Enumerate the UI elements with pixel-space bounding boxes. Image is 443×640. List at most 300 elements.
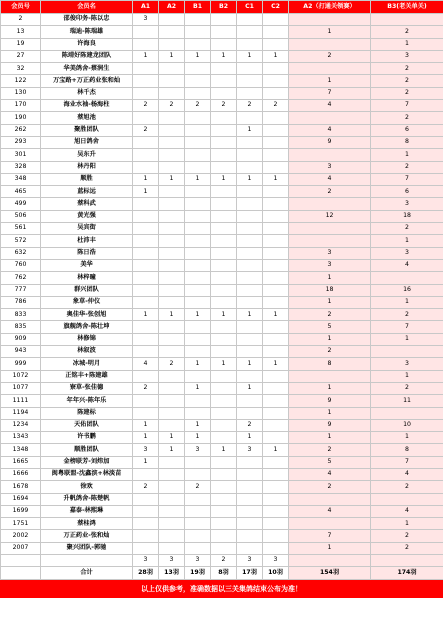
count-cell <box>185 456 211 468</box>
count-cell: 154羽 <box>289 567 371 579</box>
member-id-cell <box>1 555 41 567</box>
member-id-cell: 1665 <box>1 456 41 468</box>
count-cell <box>133 370 159 382</box>
count-cell: 1 <box>289 272 371 284</box>
count-cell <box>211 75 237 87</box>
count-cell <box>263 382 289 394</box>
table-row <box>1 493 443 505</box>
count-cell <box>211 481 237 493</box>
count-cell <box>133 395 159 407</box>
count-cell: 7 <box>371 100 443 112</box>
count-cell <box>263 419 289 431</box>
table-row <box>1 112 443 124</box>
count-cell <box>159 481 185 493</box>
count-cell <box>133 530 159 542</box>
count-cell <box>263 223 289 235</box>
member-id-cell: 170 <box>1 100 41 112</box>
count-cell: 2 <box>159 358 185 370</box>
count-cell <box>185 223 211 235</box>
table-row <box>1 358 443 370</box>
count-cell <box>211 456 237 468</box>
count-cell <box>133 63 159 75</box>
count-cell: 1 <box>159 50 185 62</box>
count-cell <box>159 346 185 358</box>
count-cell <box>159 136 185 148</box>
count-cell: 2 <box>371 223 443 235</box>
count-cell <box>211 87 237 99</box>
count-cell <box>371 407 443 419</box>
count-cell <box>185 505 211 517</box>
count-cell <box>185 407 211 419</box>
count-cell <box>159 542 185 554</box>
member-name-cell: 陈靖好陈建龙团队 <box>41 50 133 62</box>
count-cell: 1 <box>263 444 289 456</box>
count-cell <box>211 136 237 148</box>
count-cell <box>133 493 159 505</box>
count-cell <box>159 370 185 382</box>
count-cell <box>185 284 211 296</box>
count-cell: 3 <box>371 247 443 259</box>
member-id-cell: 293 <box>1 136 41 148</box>
member-name-cell: 林丹阳 <box>41 161 133 173</box>
column-header: A1 <box>133 1 159 14</box>
count-cell <box>263 63 289 75</box>
count-cell <box>159 468 185 480</box>
count-cell <box>133 136 159 148</box>
count-cell: 3 <box>371 358 443 370</box>
count-cell <box>237 186 263 198</box>
table-row <box>1 223 443 235</box>
count-cell <box>237 26 263 38</box>
count-cell <box>263 26 289 38</box>
total-row <box>1 567 443 579</box>
count-cell <box>159 296 185 308</box>
count-cell <box>211 14 237 26</box>
member-name-cell: 顺胜团队 <box>41 444 133 456</box>
table-row <box>1 124 443 136</box>
count-cell <box>211 346 237 358</box>
member-name-cell: 万宝路+万正药业张和灿 <box>41 75 133 87</box>
count-cell <box>263 542 289 554</box>
column-header: 会员名 <box>41 1 133 14</box>
count-cell: 1 <box>211 50 237 62</box>
count-cell <box>237 407 263 419</box>
count-cell: 2 <box>289 186 371 198</box>
count-cell <box>211 382 237 394</box>
count-cell: 3 <box>289 259 371 271</box>
count-cell <box>185 124 211 136</box>
member-name-cell: 顺胜 <box>41 173 133 185</box>
table-row <box>1 161 443 173</box>
count-cell: 1 <box>263 50 289 62</box>
count-cell <box>185 161 211 173</box>
count-cell: 4 <box>371 505 443 517</box>
count-cell: 9 <box>289 136 371 148</box>
count-cell <box>263 124 289 136</box>
count-cell <box>289 493 371 505</box>
count-cell: 1 <box>289 75 371 87</box>
count-cell <box>185 321 211 333</box>
count-cell: 6 <box>371 124 443 136</box>
count-cell <box>159 124 185 136</box>
member-name-cell: 蔡科武 <box>41 198 133 210</box>
member-name-cell: 天佑团队 <box>41 419 133 431</box>
count-cell <box>185 259 211 271</box>
table-row <box>1 346 443 358</box>
count-cell: 1 <box>237 309 263 321</box>
count-cell: 17羽 <box>237 567 263 579</box>
count-cell: 1 <box>371 149 443 161</box>
table-row <box>1 38 443 50</box>
count-cell: 1 <box>371 432 443 444</box>
table-row <box>1 272 443 284</box>
table-body <box>1 14 443 580</box>
table-row <box>1 173 443 185</box>
member-name-cell <box>41 555 133 567</box>
count-cell: 3 <box>133 555 159 567</box>
table-row <box>1 210 443 222</box>
count-cell: 2 <box>133 481 159 493</box>
member-id-cell: 1694 <box>1 493 41 505</box>
count-cell: 18 <box>371 210 443 222</box>
count-cell <box>159 419 185 431</box>
count-cell <box>211 186 237 198</box>
count-cell <box>211 272 237 284</box>
count-cell <box>159 395 185 407</box>
table-row <box>1 75 443 87</box>
count-cell <box>159 223 185 235</box>
count-cell: 3 <box>133 444 159 456</box>
member-id-cell: 835 <box>1 321 41 333</box>
count-cell <box>185 198 211 210</box>
count-cell <box>133 223 159 235</box>
member-name-cell: 杜沛丰 <box>41 235 133 247</box>
count-cell <box>289 518 371 530</box>
count-cell: 5 <box>289 456 371 468</box>
count-cell <box>211 63 237 75</box>
count-cell <box>263 346 289 358</box>
count-cell <box>211 149 237 161</box>
count-cell: 3 <box>159 555 185 567</box>
member-id-cell: 27 <box>1 50 41 62</box>
count-cell <box>185 346 211 358</box>
count-cell <box>185 186 211 198</box>
count-cell <box>263 149 289 161</box>
count-cell <box>133 333 159 345</box>
member-id-cell: 777 <box>1 284 41 296</box>
count-cell <box>133 87 159 99</box>
count-cell: 1 <box>371 235 443 247</box>
count-cell <box>237 333 263 345</box>
member-name-cell: 黄光强 <box>41 210 133 222</box>
count-cell: 1 <box>133 173 159 185</box>
count-cell: 1 <box>237 382 263 394</box>
table-row <box>1 100 443 112</box>
count-cell <box>211 432 237 444</box>
count-cell <box>133 112 159 124</box>
count-cell <box>263 530 289 542</box>
member-id-cell: 13 <box>1 26 41 38</box>
count-cell <box>211 259 237 271</box>
count-cell: 2 <box>371 63 443 75</box>
count-cell: 4 <box>289 100 371 112</box>
count-cell: 1 <box>263 173 289 185</box>
count-cell <box>159 407 185 419</box>
table-row <box>1 284 443 296</box>
count-cell <box>289 38 371 50</box>
member-id-cell: 122 <box>1 75 41 87</box>
count-cell <box>371 493 443 505</box>
count-cell: 1 <box>371 370 443 382</box>
member-id-cell: 999 <box>1 358 41 370</box>
member-name-cell: 许书鹏 <box>41 432 133 444</box>
member-id-cell: 1077 <box>1 382 41 394</box>
count-cell: 8羽 <box>211 567 237 579</box>
count-cell <box>263 407 289 419</box>
count-cell: 1 <box>289 26 371 38</box>
count-cell: 1 <box>133 186 159 198</box>
count-cell <box>211 112 237 124</box>
member-name-cell: 聚兴团队-郭驰 <box>41 542 133 554</box>
count-cell <box>133 468 159 480</box>
count-cell <box>185 149 211 161</box>
member-id-cell: 632 <box>1 247 41 259</box>
count-cell <box>133 198 159 210</box>
count-cell <box>133 542 159 554</box>
count-cell <box>211 395 237 407</box>
count-cell: 3 <box>237 555 263 567</box>
member-id-cell: 572 <box>1 235 41 247</box>
column-header: B2 <box>211 1 237 14</box>
count-cell <box>159 235 185 247</box>
count-cell <box>159 38 185 50</box>
count-cell <box>263 198 289 210</box>
count-cell: 3 <box>133 14 159 26</box>
count-cell <box>263 370 289 382</box>
count-cell: 3 <box>371 50 443 62</box>
count-cell <box>263 112 289 124</box>
count-cell <box>159 14 185 26</box>
count-cell: 1 <box>371 296 443 308</box>
count-cell <box>133 272 159 284</box>
count-cell <box>185 14 211 26</box>
count-cell: 2 <box>211 100 237 112</box>
count-cell <box>133 161 159 173</box>
count-cell: 1 <box>185 382 211 394</box>
table-row <box>1 395 443 407</box>
member-id-cell: 2 <box>1 14 41 26</box>
count-cell: 7 <box>289 530 371 542</box>
member-name-cell: 美华 <box>41 259 133 271</box>
count-cell: 2 <box>133 382 159 394</box>
count-cell: 2 <box>371 309 443 321</box>
count-cell: 1 <box>185 50 211 62</box>
count-cell <box>185 296 211 308</box>
count-cell <box>237 481 263 493</box>
count-cell: 1 <box>159 309 185 321</box>
count-cell <box>211 223 237 235</box>
count-cell: 8 <box>289 358 371 370</box>
count-cell <box>211 518 237 530</box>
count-cell: 2 <box>289 444 371 456</box>
count-cell <box>185 272 211 284</box>
count-cell <box>185 542 211 554</box>
count-cell: 1 <box>371 38 443 50</box>
count-cell: 28羽 <box>133 567 159 579</box>
count-cell <box>133 321 159 333</box>
member-id-cell: 1699 <box>1 505 41 517</box>
member-name-cell: 升帆鸽舍-陈楚帆 <box>41 493 133 505</box>
member-id-cell: 348 <box>1 173 41 185</box>
count-cell <box>289 223 371 235</box>
count-cell: 16 <box>371 284 443 296</box>
table-row <box>1 382 443 394</box>
count-cell <box>263 14 289 26</box>
header-row <box>1 1 443 14</box>
count-cell: 6 <box>371 186 443 198</box>
member-name-cell: 旗舰鸽舍-陈壮坤 <box>41 321 133 333</box>
count-cell <box>185 333 211 345</box>
count-cell <box>185 518 211 530</box>
member-name-cell: 象草-仲仪 <box>41 296 133 308</box>
count-cell: 1 <box>133 456 159 468</box>
column-header: B3(老关单关) <box>371 1 443 14</box>
table-row <box>1 235 443 247</box>
count-cell <box>237 321 263 333</box>
table-row <box>1 530 443 542</box>
count-cell: 10羽 <box>263 567 289 579</box>
table-row <box>1 149 443 161</box>
count-cell <box>185 370 211 382</box>
member-id-cell: 130 <box>1 87 41 99</box>
count-cell <box>211 284 237 296</box>
count-cell <box>237 235 263 247</box>
count-cell <box>237 210 263 222</box>
count-cell <box>237 161 263 173</box>
member-id-cell: 19 <box>1 38 41 50</box>
count-cell: 3 <box>263 555 289 567</box>
table-row <box>1 432 443 444</box>
footer-note: 以上仅供参考，准确数据以三关集鸽结束公布为准！ <box>0 580 443 598</box>
count-cell: 1 <box>133 432 159 444</box>
table-row <box>1 407 443 419</box>
count-cell: 1 <box>159 173 185 185</box>
count-cell: 2 <box>263 100 289 112</box>
subtotal-row <box>1 555 443 567</box>
count-cell: 1 <box>185 432 211 444</box>
member-name-cell: 年年兴-陈年乐 <box>41 395 133 407</box>
count-cell <box>289 198 371 210</box>
member-name-cell: 林叙波 <box>41 346 133 358</box>
count-cell: 2 <box>371 26 443 38</box>
count-cell: 2 <box>211 555 237 567</box>
count-cell <box>133 407 159 419</box>
table-row <box>1 468 443 480</box>
count-cell <box>211 198 237 210</box>
count-cell: 2 <box>185 481 211 493</box>
count-cell: 1 <box>289 407 371 419</box>
count-cell <box>263 38 289 50</box>
count-cell <box>263 247 289 259</box>
count-cell: 1 <box>185 358 211 370</box>
count-cell: 2 <box>371 481 443 493</box>
table-row <box>1 14 443 26</box>
member-name-cell: 许海良 <box>41 38 133 50</box>
member-name-cell: 吴宾街 <box>41 223 133 235</box>
count-cell: 2 <box>371 382 443 394</box>
count-cell: 2 <box>185 100 211 112</box>
count-cell <box>133 210 159 222</box>
count-cell: 1 <box>289 382 371 394</box>
count-cell <box>211 38 237 50</box>
count-cell <box>371 272 443 284</box>
count-cell <box>237 14 263 26</box>
member-id-cell: 465 <box>1 186 41 198</box>
count-cell <box>133 26 159 38</box>
member-name-cell: 徐欢 <box>41 481 133 493</box>
count-cell <box>159 493 185 505</box>
count-cell <box>211 210 237 222</box>
member-id-cell: 1343 <box>1 432 41 444</box>
count-cell <box>133 75 159 87</box>
count-cell <box>133 346 159 358</box>
count-cell: 7 <box>371 321 443 333</box>
count-cell <box>211 370 237 382</box>
count-cell <box>133 259 159 271</box>
count-cell <box>263 395 289 407</box>
count-cell: 11 <box>371 395 443 407</box>
member-name-cell: 闽粤联盟-沈鑫滨+林淡苗 <box>41 468 133 480</box>
member-name-cell: 林梓曈 <box>41 272 133 284</box>
count-cell <box>159 75 185 87</box>
count-cell <box>289 235 371 247</box>
count-cell: 1 <box>211 358 237 370</box>
count-cell: 19羽 <box>185 567 211 579</box>
count-cell <box>237 247 263 259</box>
table-row <box>1 542 443 554</box>
member-name-cell: 冰城-明月 <box>41 358 133 370</box>
count-cell <box>133 284 159 296</box>
count-cell <box>159 149 185 161</box>
member-id-cell: 1111 <box>1 395 41 407</box>
column-header: 会员号 <box>1 1 41 14</box>
count-cell <box>159 112 185 124</box>
count-cell <box>237 542 263 554</box>
member-name-cell: 群兴团队 <box>41 284 133 296</box>
member-name-cell: 蔡旭池 <box>41 112 133 124</box>
count-cell: 2 <box>237 419 263 431</box>
member-id-cell: 328 <box>1 161 41 173</box>
count-cell <box>263 186 289 198</box>
count-cell: 1 <box>263 358 289 370</box>
count-cell: 1 <box>237 432 263 444</box>
column-header: A2 <box>159 1 185 14</box>
count-cell <box>185 395 211 407</box>
count-cell <box>237 87 263 99</box>
count-cell <box>263 505 289 517</box>
count-cell: 1 <box>371 333 443 345</box>
column-header: C1 <box>237 1 263 14</box>
table-row <box>1 296 443 308</box>
count-cell <box>159 505 185 517</box>
count-cell: 3 <box>289 247 371 259</box>
member-id-cell: 762 <box>1 272 41 284</box>
table-row <box>1 26 443 38</box>
count-cell <box>159 247 185 259</box>
count-cell <box>159 161 185 173</box>
count-cell <box>289 14 371 26</box>
count-cell: 2 <box>237 100 263 112</box>
